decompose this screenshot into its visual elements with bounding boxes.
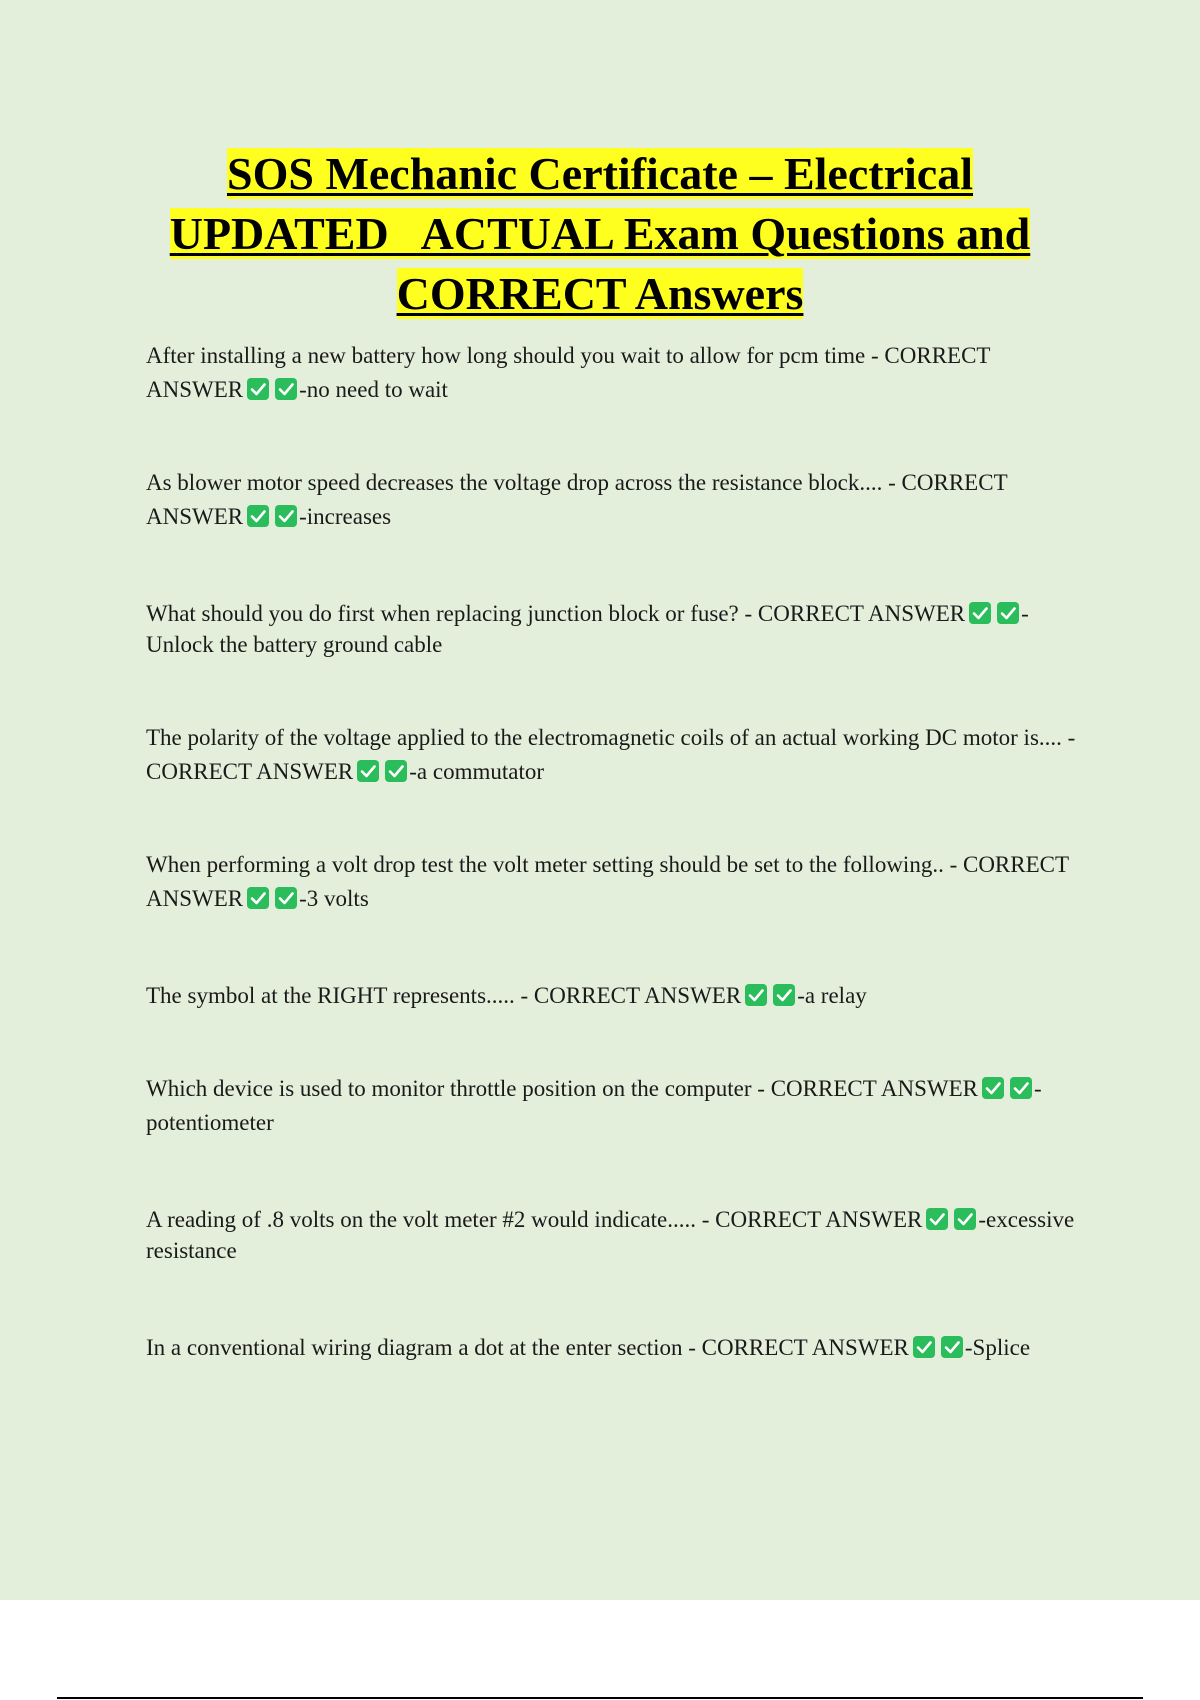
qa-item-4 bbox=[146, 721, 1086, 789]
question-text: In a conventional wiring diagram a dot at the enter section - CORRECT ANSWER bbox=[146, 1335, 909, 1360]
check-mark-icon bbox=[247, 505, 269, 527]
check-mark-icon bbox=[926, 1208, 948, 1230]
qa-item-6 bbox=[146, 979, 1086, 1013]
check-mark-icon bbox=[941, 1336, 963, 1358]
check-mark-icon bbox=[1010, 1077, 1032, 1099]
answer-text: -Splice bbox=[964, 1335, 1031, 1360]
answer-text: -Unlock the battery ground cable bbox=[146, 601, 1029, 657]
qa-item-7 bbox=[146, 1072, 1086, 1140]
check-mark-icon bbox=[969, 602, 991, 624]
question-text: Which device is used to monitor throttle position on the computer - CORRECT ANSWER bbox=[146, 1076, 978, 1101]
check-mark-icon bbox=[913, 1336, 935, 1358]
answer-text: -potentiometer bbox=[146, 1076, 1042, 1135]
check-mark-icon bbox=[385, 760, 407, 782]
qa-item-8 bbox=[146, 1204, 1086, 1266]
qa-item-1 bbox=[146, 339, 1086, 407]
title-line-1: SOS Mechanic Certificate – Electrical bbox=[227, 148, 973, 199]
qa-item-9 bbox=[146, 1331, 1106, 1365]
check-mark-icon bbox=[247, 887, 269, 909]
answer-text: -increases bbox=[299, 504, 392, 529]
check-mark-icon bbox=[275, 378, 297, 400]
check-mark-icon bbox=[357, 760, 379, 782]
document-title bbox=[100, 144, 1100, 324]
check-mark-icon bbox=[982, 1077, 1004, 1099]
check-mark-icon bbox=[773, 984, 795, 1006]
footer-divider bbox=[57, 1697, 1143, 1699]
check-mark-icon bbox=[745, 984, 767, 1006]
qa-item-3 bbox=[146, 598, 1086, 660]
answer-text: -a relay bbox=[797, 983, 867, 1008]
answer-text: -a commutator bbox=[409, 759, 545, 784]
question-text: A reading of .8 volts on the volt meter #2 would indicate..... - CORRECT ANSWER bbox=[146, 1207, 923, 1232]
question-text: What should you do first when replacing junction block or fuse? - CORRECT ANSWER bbox=[146, 601, 966, 626]
answer-text: -no need to wait bbox=[299, 377, 448, 402]
answer-text: -excessive resistance bbox=[146, 1207, 1075, 1263]
title-line-2: UPDATED ACTUAL Exam Questions and bbox=[169, 208, 1031, 259]
title-line-3: CORRECT Answers bbox=[396, 268, 804, 319]
check-mark-icon bbox=[275, 505, 297, 527]
question-text: The symbol at the RIGHT represents..... - CORRECT ANSWER bbox=[146, 983, 742, 1008]
question-text: After installing a new battery how long should you wait to allow for pcm time - CORRECT ANSWER bbox=[146, 343, 991, 402]
check-mark-icon bbox=[275, 887, 297, 909]
check-mark-icon bbox=[247, 378, 269, 400]
qa-item-5 bbox=[146, 848, 1086, 916]
check-mark-icon bbox=[954, 1208, 976, 1230]
question-text: When performing a volt drop test the volt meter setting should be set to the following.. - CORRECT ANSWER bbox=[146, 852, 1069, 911]
question-text: The polarity of the voltage applied to the electromagnetic coils of an actual working DC motor is.... - CORRECT ANSWER bbox=[146, 725, 1076, 784]
question-text: As blower motor speed decreases the voltage drop across the resistance block.... - CORRECT ANSWER bbox=[146, 470, 1008, 529]
answer-text: -3 volts bbox=[299, 886, 369, 911]
check-mark-icon bbox=[997, 602, 1019, 624]
qa-item-2 bbox=[146, 466, 1086, 534]
